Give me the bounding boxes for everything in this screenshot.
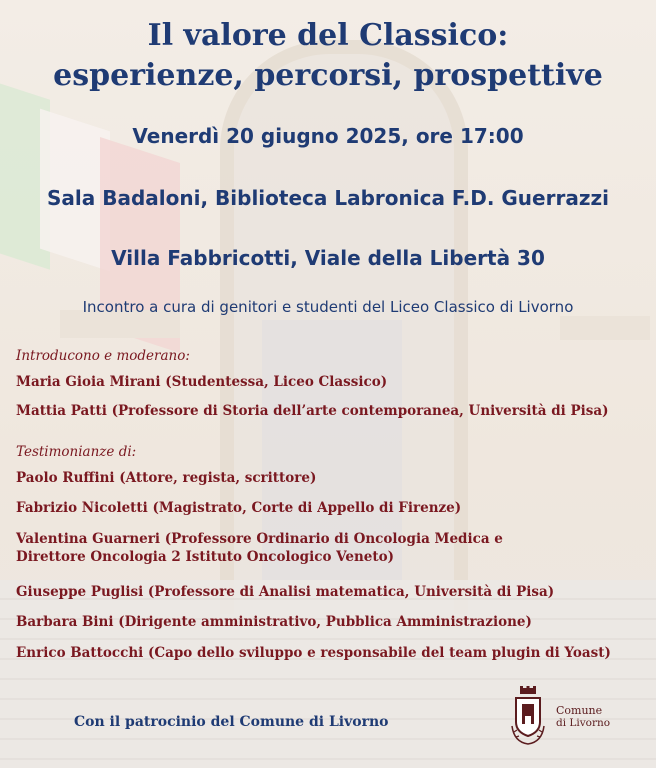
testimonials-heading: Testimonianze di: bbox=[16, 444, 137, 460]
moderators-heading: Introducono e moderano: bbox=[16, 348, 190, 364]
testimonial-item: Paolo Ruffini (Attore, regista, scrittore) bbox=[16, 470, 317, 486]
testimonial-item: Fabrizio Nicoletti (Magistrato, Corte di Appello di Firenze) bbox=[16, 500, 462, 516]
testimonial-item-continued: Direttore Oncologia 2 Istituto Oncologico Veneto) bbox=[16, 549, 395, 565]
municipality-logo-text bbox=[556, 704, 610, 730]
venue-line2: Villa Fabbricotti, Viale della Libertà 30 bbox=[111, 246, 545, 270]
logo-text-line2: di Livorno bbox=[556, 717, 611, 729]
testimonial-item: Enrico Battocchi (Capo dello sviluppo e responsabile del team plugin di Yoast) bbox=[16, 645, 611, 661]
patronage-note: Con il patrocinio del Comune di Livorno bbox=[74, 714, 389, 730]
moderator-item: Maria Gioia Mirani (Studentessa, Liceo Classico) bbox=[16, 374, 388, 390]
livorno-coat-of-arms-icon bbox=[508, 686, 548, 748]
logo-text-line1: Comune bbox=[556, 704, 603, 717]
venue-line1: Sala Badaloni, Biblioteca Labronica F.D. Guerrazzi bbox=[47, 186, 609, 210]
moderator-item: Mattia Patti (Professore di Storia dell’arte contemporanea, Università di Pisa) bbox=[16, 403, 609, 419]
event-title-line2: esperienze, percorsi, prospettive bbox=[53, 58, 603, 93]
testimonial-item: Barbara Bini (Dirigente amministrativo, Pubblica Amministrazione) bbox=[16, 614, 532, 630]
event-title-line1: Il valore del Classico: bbox=[147, 18, 509, 53]
event-date: Venerdì 20 giugno 2025, ore 17:00 bbox=[132, 124, 524, 148]
organizers-note: Incontro a cura di genitori e studenti del Liceo Classico di Livorno bbox=[82, 298, 574, 316]
testimonial-item: Valentina Guarneri (Professore Ordinario di Oncologia Medica e bbox=[16, 531, 503, 547]
testimonial-item: Giuseppe Puglisi (Professore di Analisi matematica, Università di Pisa) bbox=[16, 584, 555, 600]
